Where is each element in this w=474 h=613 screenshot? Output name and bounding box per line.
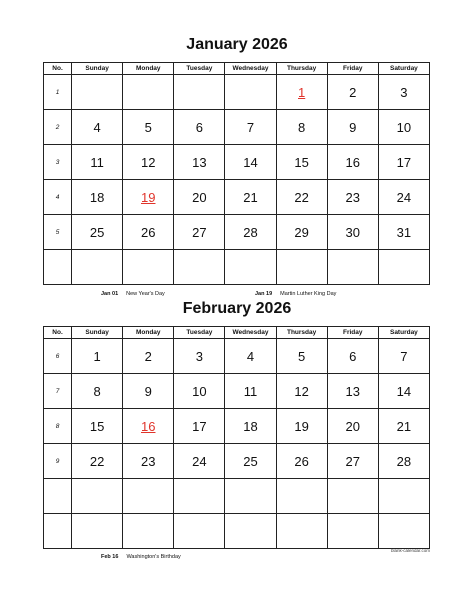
- day-cell: [174, 75, 225, 110]
- day-cell: 12: [276, 374, 327, 409]
- week-number: 8: [44, 409, 72, 444]
- day-cell: 10: [174, 374, 225, 409]
- day-cell: 15: [276, 145, 327, 180]
- holiday-name: New Year's Day: [126, 291, 165, 297]
- week-number-header: No.: [44, 327, 72, 339]
- holiday-date: Feb 16: [101, 554, 119, 560]
- holiday-note: [101, 554, 181, 560]
- day-cell: [174, 479, 225, 514]
- day-cell: 27: [174, 215, 225, 250]
- day-cell: 18: [225, 409, 276, 444]
- day-cell: 26: [123, 215, 174, 250]
- day-cell: 19: [123, 180, 174, 215]
- day-cell: [225, 75, 276, 110]
- day-cell: 30: [327, 215, 378, 250]
- day-cell: 18: [72, 180, 123, 215]
- day-cell: 28: [225, 215, 276, 250]
- weekday-header: Wednesday: [225, 327, 276, 339]
- day-cell: 13: [174, 145, 225, 180]
- day-cell: 3: [378, 75, 429, 110]
- calendar-grid-january: [43, 62, 430, 285]
- week-number: [44, 250, 72, 285]
- day-cell: [174, 250, 225, 285]
- day-cell: 14: [378, 374, 429, 409]
- day-cell: 4: [72, 110, 123, 145]
- day-cell: 11: [72, 145, 123, 180]
- weekday-header: Sunday: [72, 327, 123, 339]
- day-cell: [276, 250, 327, 285]
- day-cell: 24: [174, 444, 225, 479]
- day-cell: 8: [72, 374, 123, 409]
- calendar-grid-february: [43, 326, 430, 549]
- week-row: [44, 180, 430, 215]
- day-cell: [72, 250, 123, 285]
- week-row: [44, 339, 430, 374]
- week-row: [44, 444, 430, 479]
- weekday-header: Friday: [327, 63, 378, 75]
- day-cell: [174, 514, 225, 549]
- week-number: 7: [44, 374, 72, 409]
- day-cell: 26: [276, 444, 327, 479]
- site-credit: blank-calendar.com: [390, 548, 430, 553]
- holiday-name: Washington's Birthday: [126, 554, 181, 560]
- day-cell: 20: [174, 180, 225, 215]
- weekday-header: Thursday: [276, 63, 327, 75]
- day-cell: [225, 479, 276, 514]
- day-cell: 3: [174, 339, 225, 374]
- day-cell: [123, 250, 174, 285]
- holiday-name: Martin Luther King Day: [280, 291, 337, 297]
- day-cell: 9: [327, 110, 378, 145]
- weekday-header: Tuesday: [174, 63, 225, 75]
- week-number: [44, 479, 72, 514]
- day-cell: 17: [174, 409, 225, 444]
- week-row: [44, 409, 430, 444]
- day-cell: 13: [327, 374, 378, 409]
- week-row: [44, 514, 430, 549]
- day-cell: 28: [378, 444, 429, 479]
- day-cell: 20: [327, 409, 378, 444]
- day-cell: [72, 75, 123, 110]
- weekday-header: Thursday: [276, 327, 327, 339]
- day-cell: 1: [276, 75, 327, 110]
- day-cell: [327, 514, 378, 549]
- day-cell: [276, 514, 327, 549]
- day-cell: 21: [378, 409, 429, 444]
- week-number: 5: [44, 215, 72, 250]
- day-cell: 22: [276, 180, 327, 215]
- week-row: [44, 145, 430, 180]
- day-cell: [72, 514, 123, 549]
- weekday-header: Wednesday: [225, 63, 276, 75]
- day-cell: [378, 479, 429, 514]
- day-cell: 23: [123, 444, 174, 479]
- week-number-header: No.: [44, 63, 72, 75]
- week-number: 9: [44, 444, 72, 479]
- holiday-date: Jan 01: [101, 291, 119, 297]
- day-cell: [225, 514, 276, 549]
- day-cell: 6: [174, 110, 225, 145]
- day-cell: 8: [276, 110, 327, 145]
- day-cell: 9: [123, 374, 174, 409]
- day-cell: 15: [72, 409, 123, 444]
- month-title-january: January 2026: [186, 36, 288, 53]
- day-cell: 25: [225, 444, 276, 479]
- day-cell: [123, 479, 174, 514]
- weekday-header: Sunday: [72, 63, 123, 75]
- day-cell: 5: [123, 110, 174, 145]
- day-cell: 25: [72, 215, 123, 250]
- day-cell: 31: [378, 215, 429, 250]
- weekday-header: Tuesday: [174, 327, 225, 339]
- day-cell: 5: [276, 339, 327, 374]
- day-cell: 4: [225, 339, 276, 374]
- weekday-header: Friday: [327, 327, 378, 339]
- week-number: 2: [44, 110, 72, 145]
- day-cell: [378, 250, 429, 285]
- day-cell: [72, 479, 123, 514]
- day-cell: 16: [327, 145, 378, 180]
- week-row: [44, 110, 430, 145]
- weekday-header: Monday: [123, 63, 174, 75]
- week-row: [44, 374, 430, 409]
- week-row: [44, 215, 430, 250]
- week-number: 6: [44, 339, 72, 374]
- day-cell: [225, 250, 276, 285]
- day-cell: 6: [327, 339, 378, 374]
- holiday-date: Jan 19: [255, 291, 273, 297]
- week-number: 1: [44, 75, 72, 110]
- weekday-header: Saturday: [378, 63, 429, 75]
- weekday-header: Saturday: [378, 327, 429, 339]
- day-cell: 10: [378, 110, 429, 145]
- week-number: [44, 514, 72, 549]
- day-cell: [327, 479, 378, 514]
- weekday-header-row: [44, 63, 430, 75]
- day-cell: 14: [225, 145, 276, 180]
- day-cell: 29: [276, 215, 327, 250]
- day-cell: 22: [72, 444, 123, 479]
- day-cell: 12: [123, 145, 174, 180]
- holiday-note: [255, 291, 336, 297]
- day-cell: 16: [123, 409, 174, 444]
- day-cell: 19: [276, 409, 327, 444]
- day-cell: 2: [123, 339, 174, 374]
- day-cell: [123, 514, 174, 549]
- day-cell: [123, 75, 174, 110]
- day-cell: 7: [225, 110, 276, 145]
- week-number: 3: [44, 145, 72, 180]
- day-cell: 24: [378, 180, 429, 215]
- day-cell: [378, 514, 429, 549]
- week-number: 4: [44, 180, 72, 215]
- week-row: [44, 250, 430, 285]
- month-title-february: February 2026: [182, 300, 292, 317]
- day-cell: [327, 250, 378, 285]
- day-cell: 2: [327, 75, 378, 110]
- day-cell: 11: [225, 374, 276, 409]
- week-row: [44, 75, 430, 110]
- holiday-note: [101, 291, 165, 297]
- day-cell: 27: [327, 444, 378, 479]
- weekday-header-row: [44, 327, 430, 339]
- day-cell: 1: [72, 339, 123, 374]
- week-row: [44, 479, 430, 514]
- day-cell: 17: [378, 145, 429, 180]
- weekday-header: Monday: [123, 327, 174, 339]
- day-cell: [276, 479, 327, 514]
- day-cell: 23: [327, 180, 378, 215]
- day-cell: 21: [225, 180, 276, 215]
- day-cell: 7: [378, 339, 429, 374]
